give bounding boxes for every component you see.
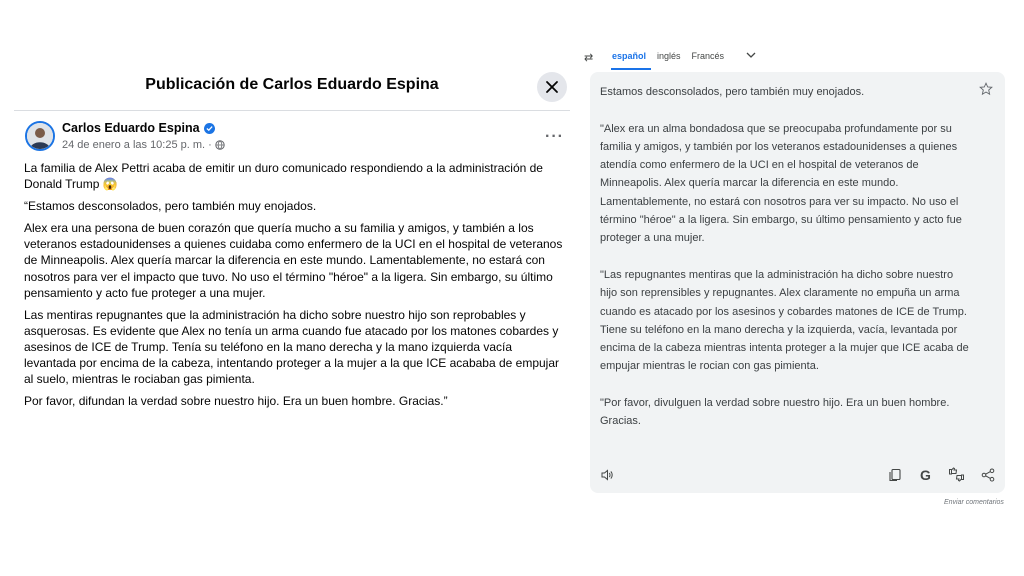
google-icon: G — [920, 466, 931, 483]
post-paragraph: “Estamos desconsolados, pero también muy enojados. — [24, 199, 317, 214]
translation-paragraph: Estamos desconsolados, pero también muy enojados. — [600, 86, 865, 98]
post-body — [24, 160, 567, 415]
speaker-icon[interactable] — [600, 468, 614, 482]
thumbs-up-down-icon — [948, 467, 965, 482]
globe-icon — [215, 140, 225, 150]
verified-badge-icon — [204, 123, 215, 134]
translation-card — [590, 72, 1005, 493]
post-paragraph: Las mentiras repugnantes que la administración ha dicho sobre nuestro hijo son reprobables y asquerosas. Es evidente que Alex no tenía un arma cuando fue atacado por los matones cobardes y asesinos de ICE de Trump. Tenía su teléfono en la mano derecha y la mano izquierda vacía levantada por encima de la cabeza, intentando proteger a la mujer a la que ICE acababa de empujar al suelo, mientras le rociaban gas pimienta. — [24, 307, 560, 387]
dialog-divider — [14, 110, 570, 111]
tab-frances[interactable]: Francés — [691, 51, 725, 61]
author-row — [62, 121, 215, 135]
post-paragraph: Por favor, difundan la verdad sobre nuestro hijo. Era un buen hombre. Gracias.” — [24, 394, 448, 409]
translation-text — [600, 83, 972, 449]
tab-ingles[interactable]: inglés — [657, 51, 681, 61]
chevron-down-icon[interactable] — [745, 49, 757, 61]
translation-paragraph: "Las repugnantes mentiras que la administración ha dicho sobre nuestro hijo son reprensibles y repugnantes. Alex claramente no empuña un arma cuando es atacado por los asesinos y cobardes matones de ICE de Trump. Tiene su teléfono en la mano derecha y la izquierda, vacía, levantada por encima de la cabeza mientras intenta proteger a la mujer que ICE acaba de empujar mientras le rocian con gas pimienta. — [600, 268, 969, 373]
post-paragraph: La familia de Alex Pettri acaba de emitir un duro comunicado respondiendo a la administración de Donald Trump 😱 — [24, 161, 543, 192]
send-feedback-link[interactable]: Enviar comentarios — [944, 499, 1004, 506]
star-icon[interactable] — [979, 82, 993, 96]
translation-paragraph: "Por favor, divulguen la verdad sobre nuestro hijo. Era un buen hombre. Gracias. — [600, 397, 950, 428]
language-tabs — [611, 50, 734, 70]
translation-actions — [886, 466, 996, 483]
close-button[interactable] — [537, 72, 567, 102]
rate-translation-button[interactable] — [948, 466, 965, 483]
tab-espanol[interactable]: español — [611, 50, 651, 70]
post-meta — [62, 139, 225, 151]
avatar[interactable] — [25, 121, 55, 151]
post-timestamp[interactable]: 24 de enero a las 10:25 p. m. · — [62, 139, 212, 151]
more-options-button[interactable]: ··· — [545, 128, 564, 145]
copy-icon — [888, 468, 902, 482]
close-icon — [545, 80, 559, 94]
post-paragraph: Alex era una persona de buen corazón que quería mucho a su familia y amigos, y también a los veteranos estadounidenses a quienes cuidaba como enfermero de la UCI en el hospital de veteranos de Minneapolis. Alex quería marcar la diferencia en este mundo. Lamentablemente, no estará con nosotros para ver el impacto que tuvo. No uso el término "héroe" a la ligera. Sin embargo, su último pensamiento y acto fue proteger a una mujer. — [24, 221, 563, 300]
translation-paragraph: "Alex era un alma bondadosa que se preocupaba profundamente por su familia y amigos, y también por los veteranos estadounidenses a quienes atendía como enfermero de la UCI en el hospital de veteranos de Minneapolis. Alex quería marcar la diferencia en este mundo. Lamentablemente, no estará con nosotros para ver su impacto. No uso el término "héroe" a la ligera. Sin embargo, su último pensamiento y acto fue proteger a una mujer. — [600, 122, 962, 245]
post-dialog-title: Publicación de Carlos Eduardo Espina — [145, 76, 439, 93]
swap-languages-icon[interactable]: ⇄ — [584, 52, 594, 64]
google-search-button[interactable] — [917, 466, 934, 483]
author-name[interactable]: Carlos Eduardo Espina — [62, 121, 200, 135]
share-icon — [981, 468, 995, 482]
copy-button[interactable] — [886, 466, 903, 483]
share-button[interactable] — [979, 466, 996, 483]
